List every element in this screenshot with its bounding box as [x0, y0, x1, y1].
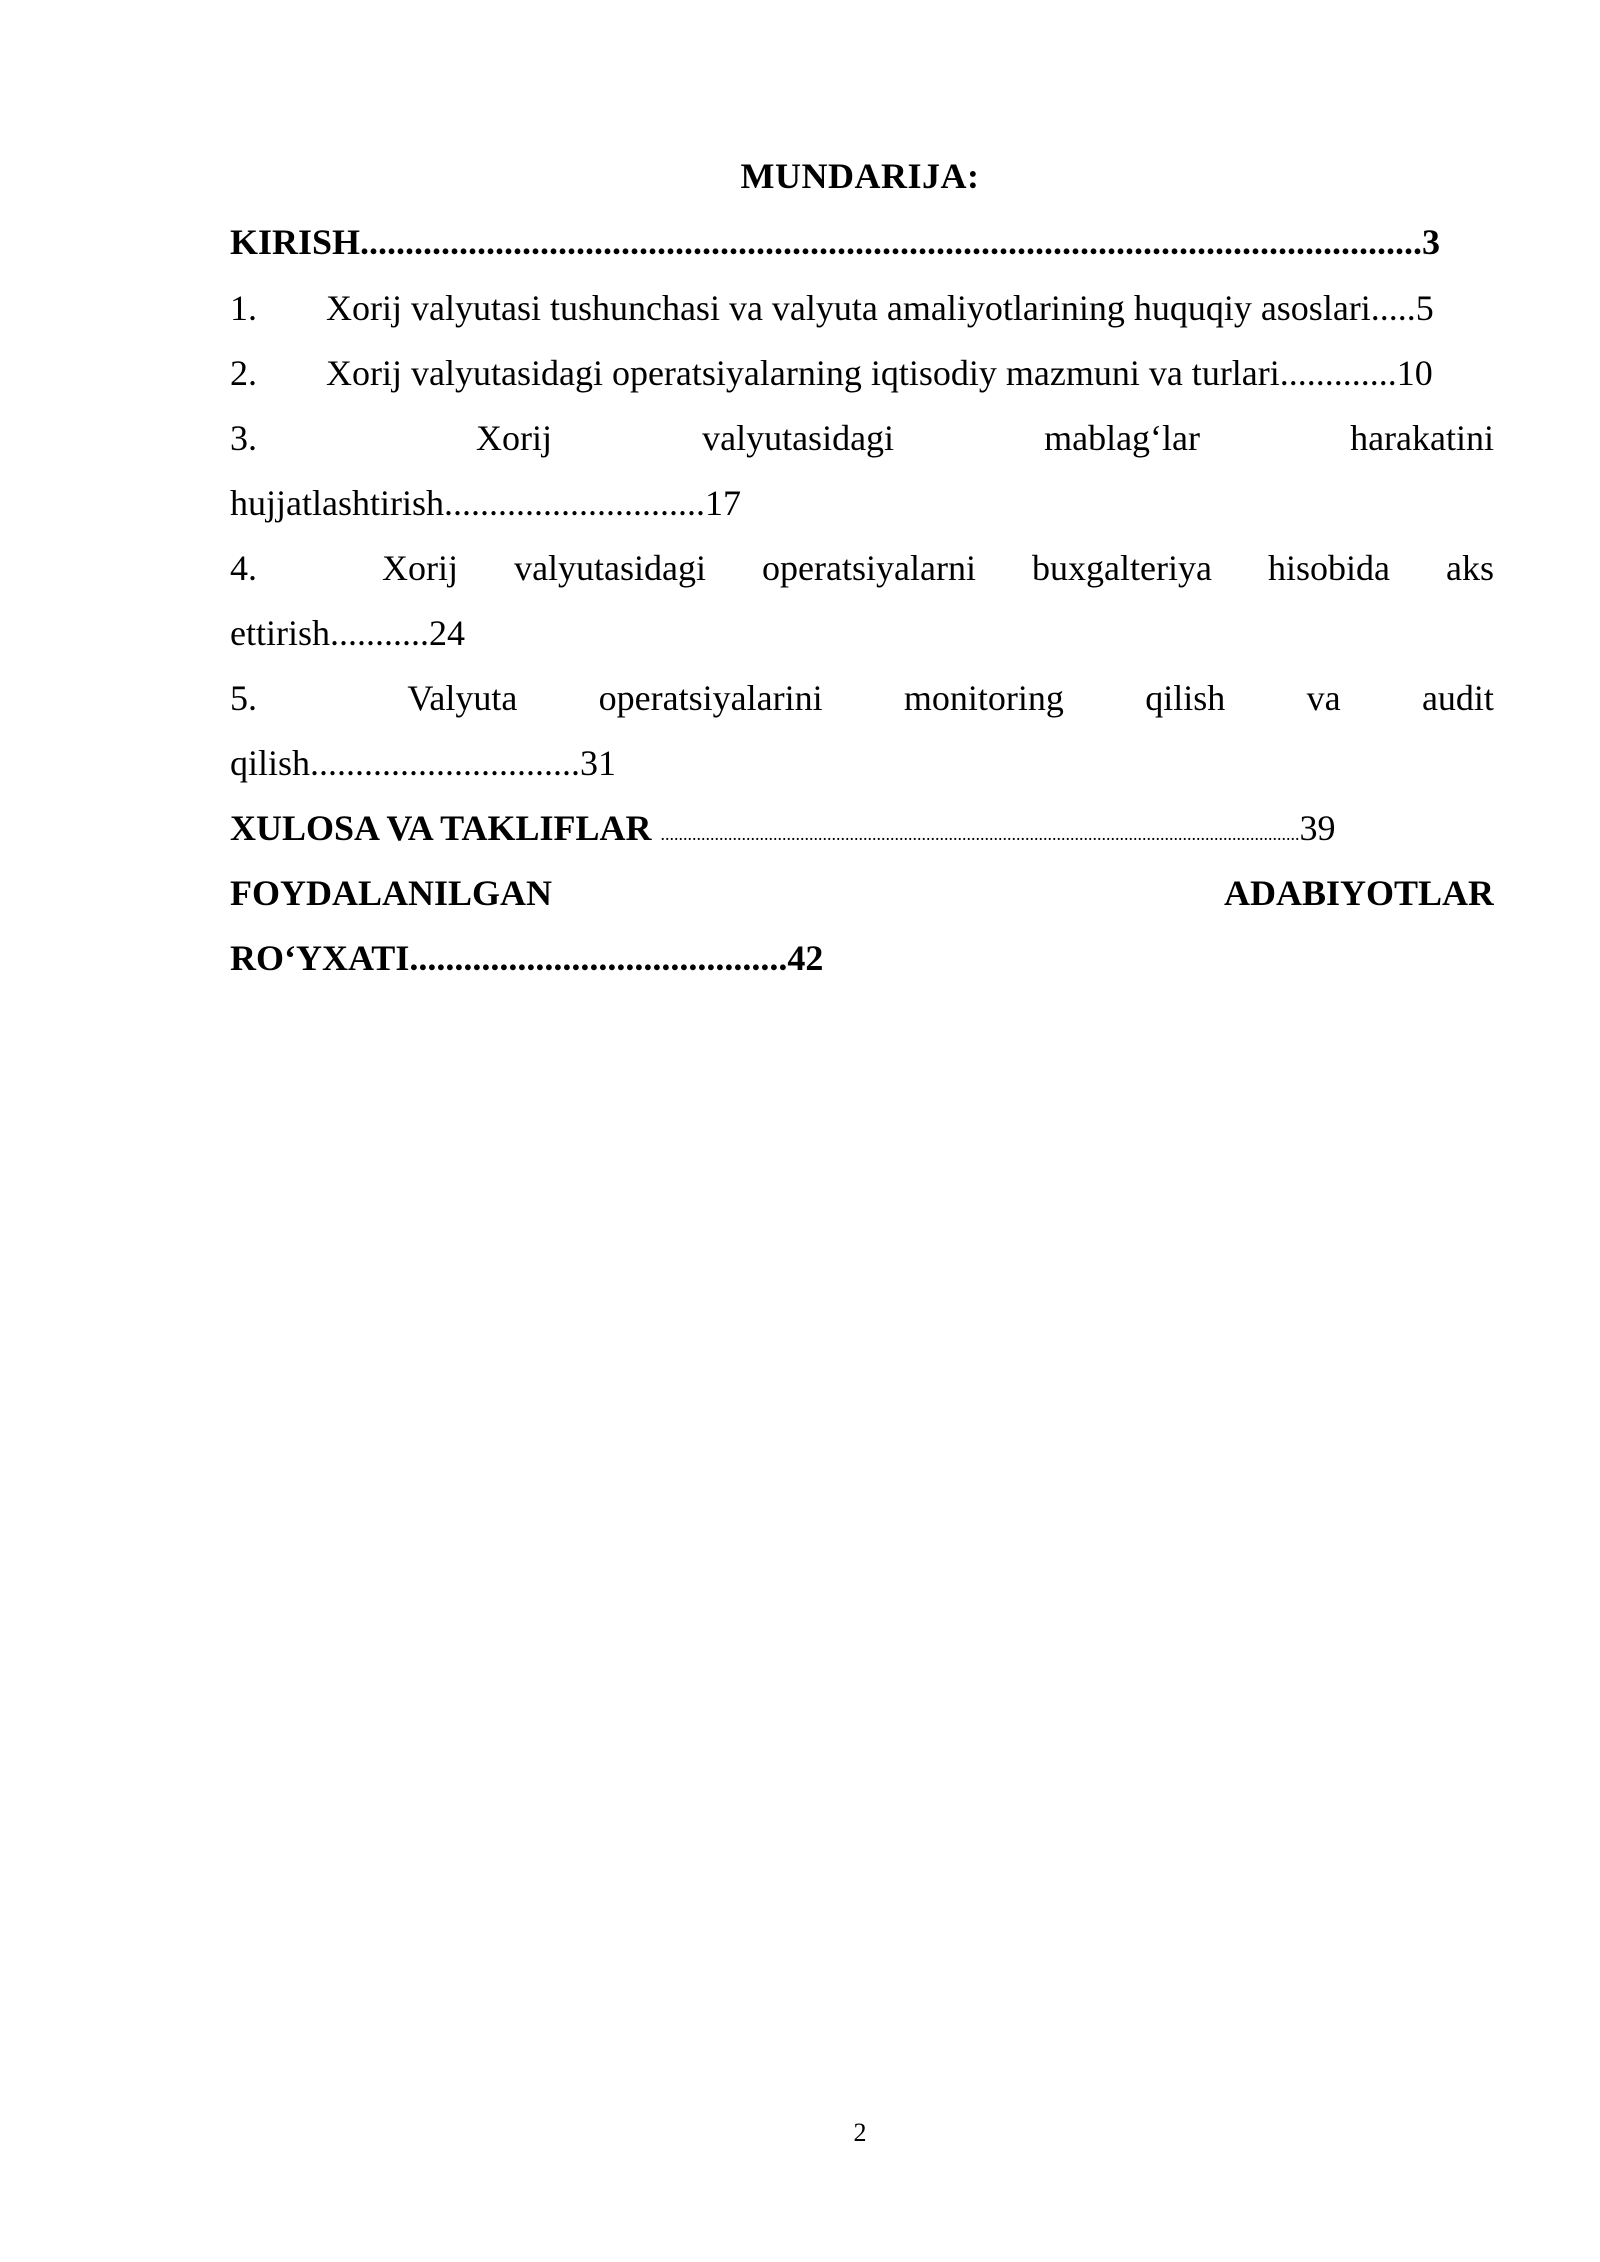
toc-entry-3-continuation[interactable] — [230, 479, 1494, 527]
toc-page-number: 31 — [580, 743, 617, 783]
toc-page-number: 39 — [1299, 808, 1336, 848]
toc-entry-label: KIRISH — [230, 222, 361, 262]
toc-page-number: 17 — [704, 483, 741, 523]
toc-leader-dots: ..... — [1370, 288, 1416, 328]
toc-entry-label: Xorij valyutasidagi operatsiyalarning iqtisodiy mazmuni va turlari — [326, 353, 1280, 393]
toc-entry-1[interactable] — [230, 284, 1494, 332]
toc-entry-3[interactable] — [230, 414, 1494, 462]
toc-entry-word: audit — [1421, 678, 1494, 718]
toc-entry-4[interactable] — [230, 544, 1494, 592]
toc-entry-word: Xorij — [476, 418, 553, 458]
toc-leader-dots: .............................. — [310, 743, 581, 783]
toc-entry-number: 2. — [230, 353, 257, 393]
toc-entry-word: qilish — [1145, 678, 1226, 718]
toc-leader-dots: ............................. — [443, 483, 705, 523]
toc-page-number: 5 — [1415, 288, 1434, 328]
toc-entry-2[interactable] — [230, 349, 1494, 397]
toc-entry-number: 5. — [230, 678, 257, 718]
toc-leader-dots: .............................................................................................................................................. — [660, 824, 1300, 844]
toc-entry-intro[interactable] — [230, 218, 1494, 266]
toc-entry-label: XULOSA VA TAKLIFLAR — [230, 808, 652, 848]
toc-entry-word: monitoring — [903, 678, 1064, 718]
toc-entry-number: 3. — [230, 418, 257, 458]
toc-entry-5[interactable] — [230, 674, 1494, 722]
toc-entry-word: Valyuta — [407, 678, 518, 718]
toc-leader-dots: ............. — [1279, 353, 1397, 393]
toc-entry-label: RO‘YXATI — [230, 938, 410, 978]
toc-entry-word: valyutasidagi — [702, 418, 895, 458]
toc-entry-word: hisobida — [1267, 548, 1390, 588]
toc-entry-word: va — [1306, 678, 1341, 718]
toc-entry-word: harakatini — [1350, 418, 1494, 458]
toc-entry-word: aks — [1446, 548, 1494, 588]
toc-entry-word: ADABIYOTLAR — [1223, 873, 1494, 913]
toc-entry-word: mablag‘lar — [1044, 418, 1201, 458]
page-number: 2 — [853, 2118, 867, 2147]
toc-entry-references-continuation[interactable] — [230, 934, 1494, 982]
toc-title: MUNDARIJA: — [740, 156, 980, 196]
toc-leader-dots: ........... — [329, 613, 429, 653]
toc-entry-number: 1. — [230, 288, 257, 328]
toc-entry-references[interactable] — [230, 869, 1494, 917]
toc-entry-label: Xorij valyutasi tushunchasi va valyuta amaliyotlarining huquqiy asoslari — [326, 288, 1371, 328]
toc-entry-label: ettirish — [230, 613, 330, 653]
toc-entry-number: 4. — [230, 548, 257, 588]
toc-leader-dots: ...................................................................................................................... — [360, 222, 1423, 262]
toc-entry-word: valyutasidagi — [514, 548, 707, 588]
toc-entry-label: qilish — [230, 743, 311, 783]
toc-page-number: 24 — [428, 613, 465, 653]
toc-entry-word: operatsiyalarini — [598, 678, 823, 718]
toc-page-number: 3 — [1422, 222, 1441, 262]
toc-entry-word: FOYDALANILGAN — [230, 873, 553, 913]
toc-entry-4-continuation[interactable] — [230, 609, 1494, 657]
toc-page-number: 42 — [787, 938, 824, 978]
toc-entry-conclusion[interactable] — [230, 804, 1494, 858]
toc-entry-word: buxgalteriya — [1032, 548, 1212, 588]
toc-entry-word: operatsiyalarni — [762, 548, 976, 588]
toc-page-number: 10 — [1396, 353, 1433, 393]
toc-entry-word: Xorij — [382, 548, 459, 588]
toc-entry-5-continuation[interactable] — [230, 739, 1494, 787]
toc-leader-dots: .......................................... — [409, 938, 788, 978]
toc-entry-label: hujjatlashtirish — [230, 483, 444, 523]
